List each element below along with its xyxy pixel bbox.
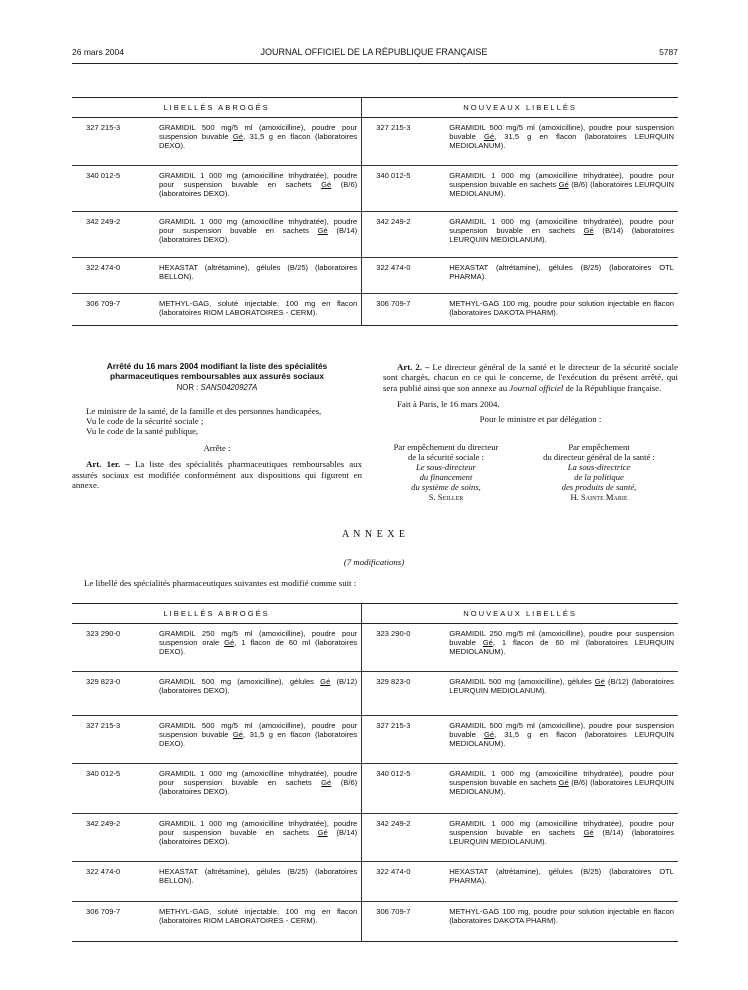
generic-marker: Gé [583,828,594,838]
col-header-new: NOUVEAUX LIBELLÉS [362,98,678,118]
cip-code-new: 306 709-7 [362,902,445,942]
annexe-title: A N N E X E [341,529,407,540]
cip-code-old: 327 215-3 [72,716,154,764]
generic-marker: Gé [482,638,493,648]
table-row [72,118,678,166]
cip-code-old: 327 215-3 [72,118,154,166]
table-row [72,212,678,258]
old-label: GRAMIDIL 500 mg/5 ml (amoxicilline), poudre pour suspension buvable Gé, 31,5 g en flacon (laboratoires DEXO). [154,118,362,166]
nor-line [72,383,362,393]
cip-code-new: 342 249-2 [362,814,445,862]
table-row [72,294,678,326]
generic-marker: Gé [224,638,235,648]
cip-code-old: 306 709-7 [72,294,154,326]
sig-left-line-2: de la sécurité sociale : [408,452,484,462]
generic-marker: Gé [320,677,331,686]
generic-marker: Gé [483,730,495,740]
old-label: GRAMIDIL 1 000 mg (amoxicilline trihydratée), poudre pour suspension buvable en sachets Gé (B/6) (laboratoires DEXO). [154,166,362,212]
table-row [72,862,678,902]
table-row [72,624,678,672]
new-label: GRAMIDIL 500 mg/5 ml (amoxicilline), poudre pour suspension buvable Gé, 31,5 g en flacon (laboratoires LEURQUIN MEDIOLANUM). [444,118,678,166]
annexe-subtitle: (7 modifications) [343,557,405,567]
table-row [72,764,678,814]
table-1-header [72,98,678,118]
article-1 [72,459,362,490]
table-1-body [72,118,678,326]
sig-left-line-3: Le sous-directeur [415,462,477,472]
article-2-text-end: de la République française. [565,382,662,393]
generic-marker: Gé [558,778,569,788]
arrete-left-column [72,362,362,490]
signature-right [520,442,678,502]
cip-code-old: 323 290-0 [72,624,154,672]
arrete-vu-2: Vu le code de la santé publique, [86,426,199,437]
cip-code-old: 342 249-2 [72,212,154,258]
arrete-arrete: Arrête : [203,442,231,453]
cip-code-new: 327 215-3 [362,118,445,166]
new-label: HEXASTAT (altrétamine), gélules (B/25) (laboratoires OTL PHARMA). [444,862,678,902]
old-label: HEXASTAT (altrétamine), gélules (B/25) (laboratoires BELLON). [154,862,362,902]
old-label: GRAMIDIL 500 mg/5 ml (amoxicilline), poudre pour suspension buvable Gé, 31,5 g en flacon (laboratoires DEXO). [154,716,362,764]
new-label: GRAMIDIL 1 000 mg (amoxicilline trihydratée), poudre pour suspension buvable en sachets Gé (B/14) (laboratoires LEURQUIN MEDIOLANUM). [444,212,678,258]
new-label: GRAMIDIL 500 mg (amoxicilline), gélules Gé (B/12) (laboratoires LEURQUIN MEDIOLANUM). [444,672,678,716]
annexe-intro: Le libellé des spécialités pharmaceutiques suivantes est modifié comme suit : [84,578,357,588]
cip-code-old: 322 474-0 [72,862,154,902]
sig-right-line-4: de la politique [574,472,624,482]
cip-code-old: 329 823-0 [72,672,154,716]
cip-code-new: 327 215-3 [362,716,445,764]
sig-right-name: H. Sainte Marie [570,492,628,502]
cip-code-old: 340 012-5 [72,166,154,212]
generic-marker: Gé [232,730,244,740]
sig-left-line-1: Par empêchement du directeur [393,442,499,452]
table-row [72,814,678,862]
cip-code-new: 306 709-7 [362,294,445,326]
article-2 [383,362,678,393]
table-row [72,716,678,764]
new-label: GRAMIDIL 500 mg/5 ml (amoxicilline), poudre pour suspension buvable Gé, 31,5 g en flacon (laboratoires LEURQUIN MEDIOLANUM). [444,716,678,764]
cip-code-new: 323 290-0 [362,624,445,672]
generic-marker: Gé [317,226,328,236]
cip-code-new: 342 249-2 [362,212,445,258]
col-header-old: LIBELLÉS ABROGÉS [72,98,362,118]
fait-a-paris: Fait à Paris, le 16 mars 2004. [397,399,500,410]
old-label: METHYL-GAG, soluté injectable, 100 mg en flacon (laboratoires RIOM LABORATOIRES - CERM). [154,294,362,326]
nor-label: NOR : [176,383,199,393]
header-rule [72,63,678,64]
arrete-right-column [383,362,678,424]
sig-left-name: S. Seiller [428,492,464,502]
article-2-text: Le directeur général de la santé et le directeur de la sécurité sociale sont chargés, chacun en ce qui le concerne, de l'exécution du présent arrêté, qui sera publié ainsi que son annexe au [383,362,679,393]
generic-marker: Gé [583,226,594,236]
col-header-old: LIBELLÉS ABROGÉS [72,604,362,624]
cip-code-new: 322 474-0 [362,862,445,902]
new-label: GRAMIDIL 250 mg/5 ml (amoxicilline), poudre pour suspension buvable Gé, 1 flacon de 60 ml (laboratoires LEURQUIN MEDIOLANUM). [444,624,678,672]
arrete-title: Arrêté du 16 mars 2004 modifiant la liste des spécialités pharmaceutiques remboursables aux assurés sociaux [106,361,328,381]
cip-code-old: 340 012-5 [72,764,154,814]
table-row [72,258,678,294]
header-journal: JOURNAL OFFICIEL DE LA RÉPUBLIQUE FRANÇAISE [260,47,488,57]
table-row [72,166,678,212]
old-label: HEXASTAT (altrétamine), gélules (B/25) (laboratoires BELLON). [154,258,362,294]
generic-marker: Gé [594,677,605,686]
generic-marker: Gé [483,132,495,142]
table-1 [72,97,678,326]
col-header-new: NOUVEAUX LIBELLÉS [362,604,678,624]
header-page-number: 5787 [659,47,678,57]
sig-right-line-2: du directeur général de la santé : [543,452,655,462]
cip-code-old: 306 709-7 [72,902,154,942]
old-label: METHYL-GAG, soluté injectable, 100 mg en flacon (laboratoires RIOM LABORATOIRES - CERM). [154,902,362,942]
table-row [72,672,678,716]
old-label: GRAMIDIL 1 000 mg (amoxicilline trihydratée), poudre pour suspension buvable en sachets Gé (B/6) (laboratoires DEXO). [154,764,362,814]
new-label: METHYL-GAG 100 mg, poudre pour solution injectable en flacon (laboratoires DAKOTA PHARM). [444,902,678,942]
cip-code-new: 329 823-0 [362,672,445,716]
generic-marker: Gé [321,778,332,788]
sig-left-line-4: du financement [419,472,473,482]
article-2-label: Art. 2. – [397,362,430,372]
table-2 [72,603,678,942]
table-row [72,902,678,942]
table-2-header [72,604,678,624]
arrete-vu-1: Vu le code de la sécurité sociale ; [86,416,204,426]
article-2-journal: Journal officiel [509,382,564,393]
old-label: GRAMIDIL 500 mg (amoxicilline), gélules Gé (B/12) (laboratoires DEXO). [154,672,362,716]
new-label: GRAMIDIL 1 000 mg (amoxicilline trihydratée), poudre pour suspension buvable en sachets Gé (B/6) (laboratoires LEURQUIN MEDIOLANUM). [444,166,678,212]
new-label: GRAMIDIL 1 000 mg (amoxicilline trihydratée), poudre pour suspension buvable en sachets Gé (B/6) (laboratoires LEURQUIN MEDIOLANUM). [444,764,678,814]
nor-value: SANS0420927A [200,383,258,393]
old-label: GRAMIDIL 1 000 mg (amoxicilline trihydratée), poudre pour suspension buvable en sachets Gé (B/14) (laboratoires DEXO). [154,814,362,862]
generic-marker: Gé [558,180,569,190]
arrete-minister: Le ministre de la santé, de la famille et des personnes handicapées, [86,405,322,416]
sig-left-line-5: du système de soins, [411,482,481,492]
new-label: HEXASTAT (altrétamine), gélules (B/25) (laboratoires OTL PHARMA). [444,258,678,294]
generic-marker: Gé [317,828,328,838]
header-date: 26 mars 2004 [72,47,124,57]
article-1-label: Art. 1er. – [86,459,130,470]
sig-right-line-3: La sous-directrice [567,462,631,472]
generic-marker: Gé [232,132,244,142]
new-label: METHYL-GAG 100 mg, poudre pour solution injectable en flacon (laboratoires DAKOTA PHARM). [444,294,678,326]
signature-left [376,442,516,502]
generic-marker: Gé [321,180,332,190]
old-label: GRAMIDIL 250 mg/5 ml (amoxicilline), poudre pour suspension orale Gé, 1 flacon de 60 ml (laboratoires DEXO). [154,624,362,672]
table-2-body [72,624,678,942]
cip-code-new: 322 474-0 [362,258,445,294]
cip-code-old: 322 474-0 [72,258,154,294]
new-label: GRAMIDIL 1 000 mg (amoxicilline trihydratée), poudre pour suspension buvable en sachets Gé (B/14) (laboratoires LEURQUIN MEDIOLANUM). [444,814,678,862]
sig-right-line-5: des produits de santé, [561,482,637,492]
article-1-text: La liste des spécialités pharmaceutiques remboursables aux assurés sociaux est modifiée conformément aux dispositions qui figurent en annexe. [72,459,362,491]
cip-code-new: 340 012-5 [362,166,445,212]
cip-code-new: 340 012-5 [362,764,445,814]
old-label: GRAMIDIL 1 000 mg (amoxicilline trihydratée), poudre pour suspension buvable en sachets Gé (B/14) (laboratoires DEXO). [154,212,362,258]
sig-right-line-1: Par empêchement [568,442,630,452]
pour-le-ministre: Pour le ministre et par délégation : [479,413,602,424]
cip-code-old: 342 249-2 [72,814,154,862]
